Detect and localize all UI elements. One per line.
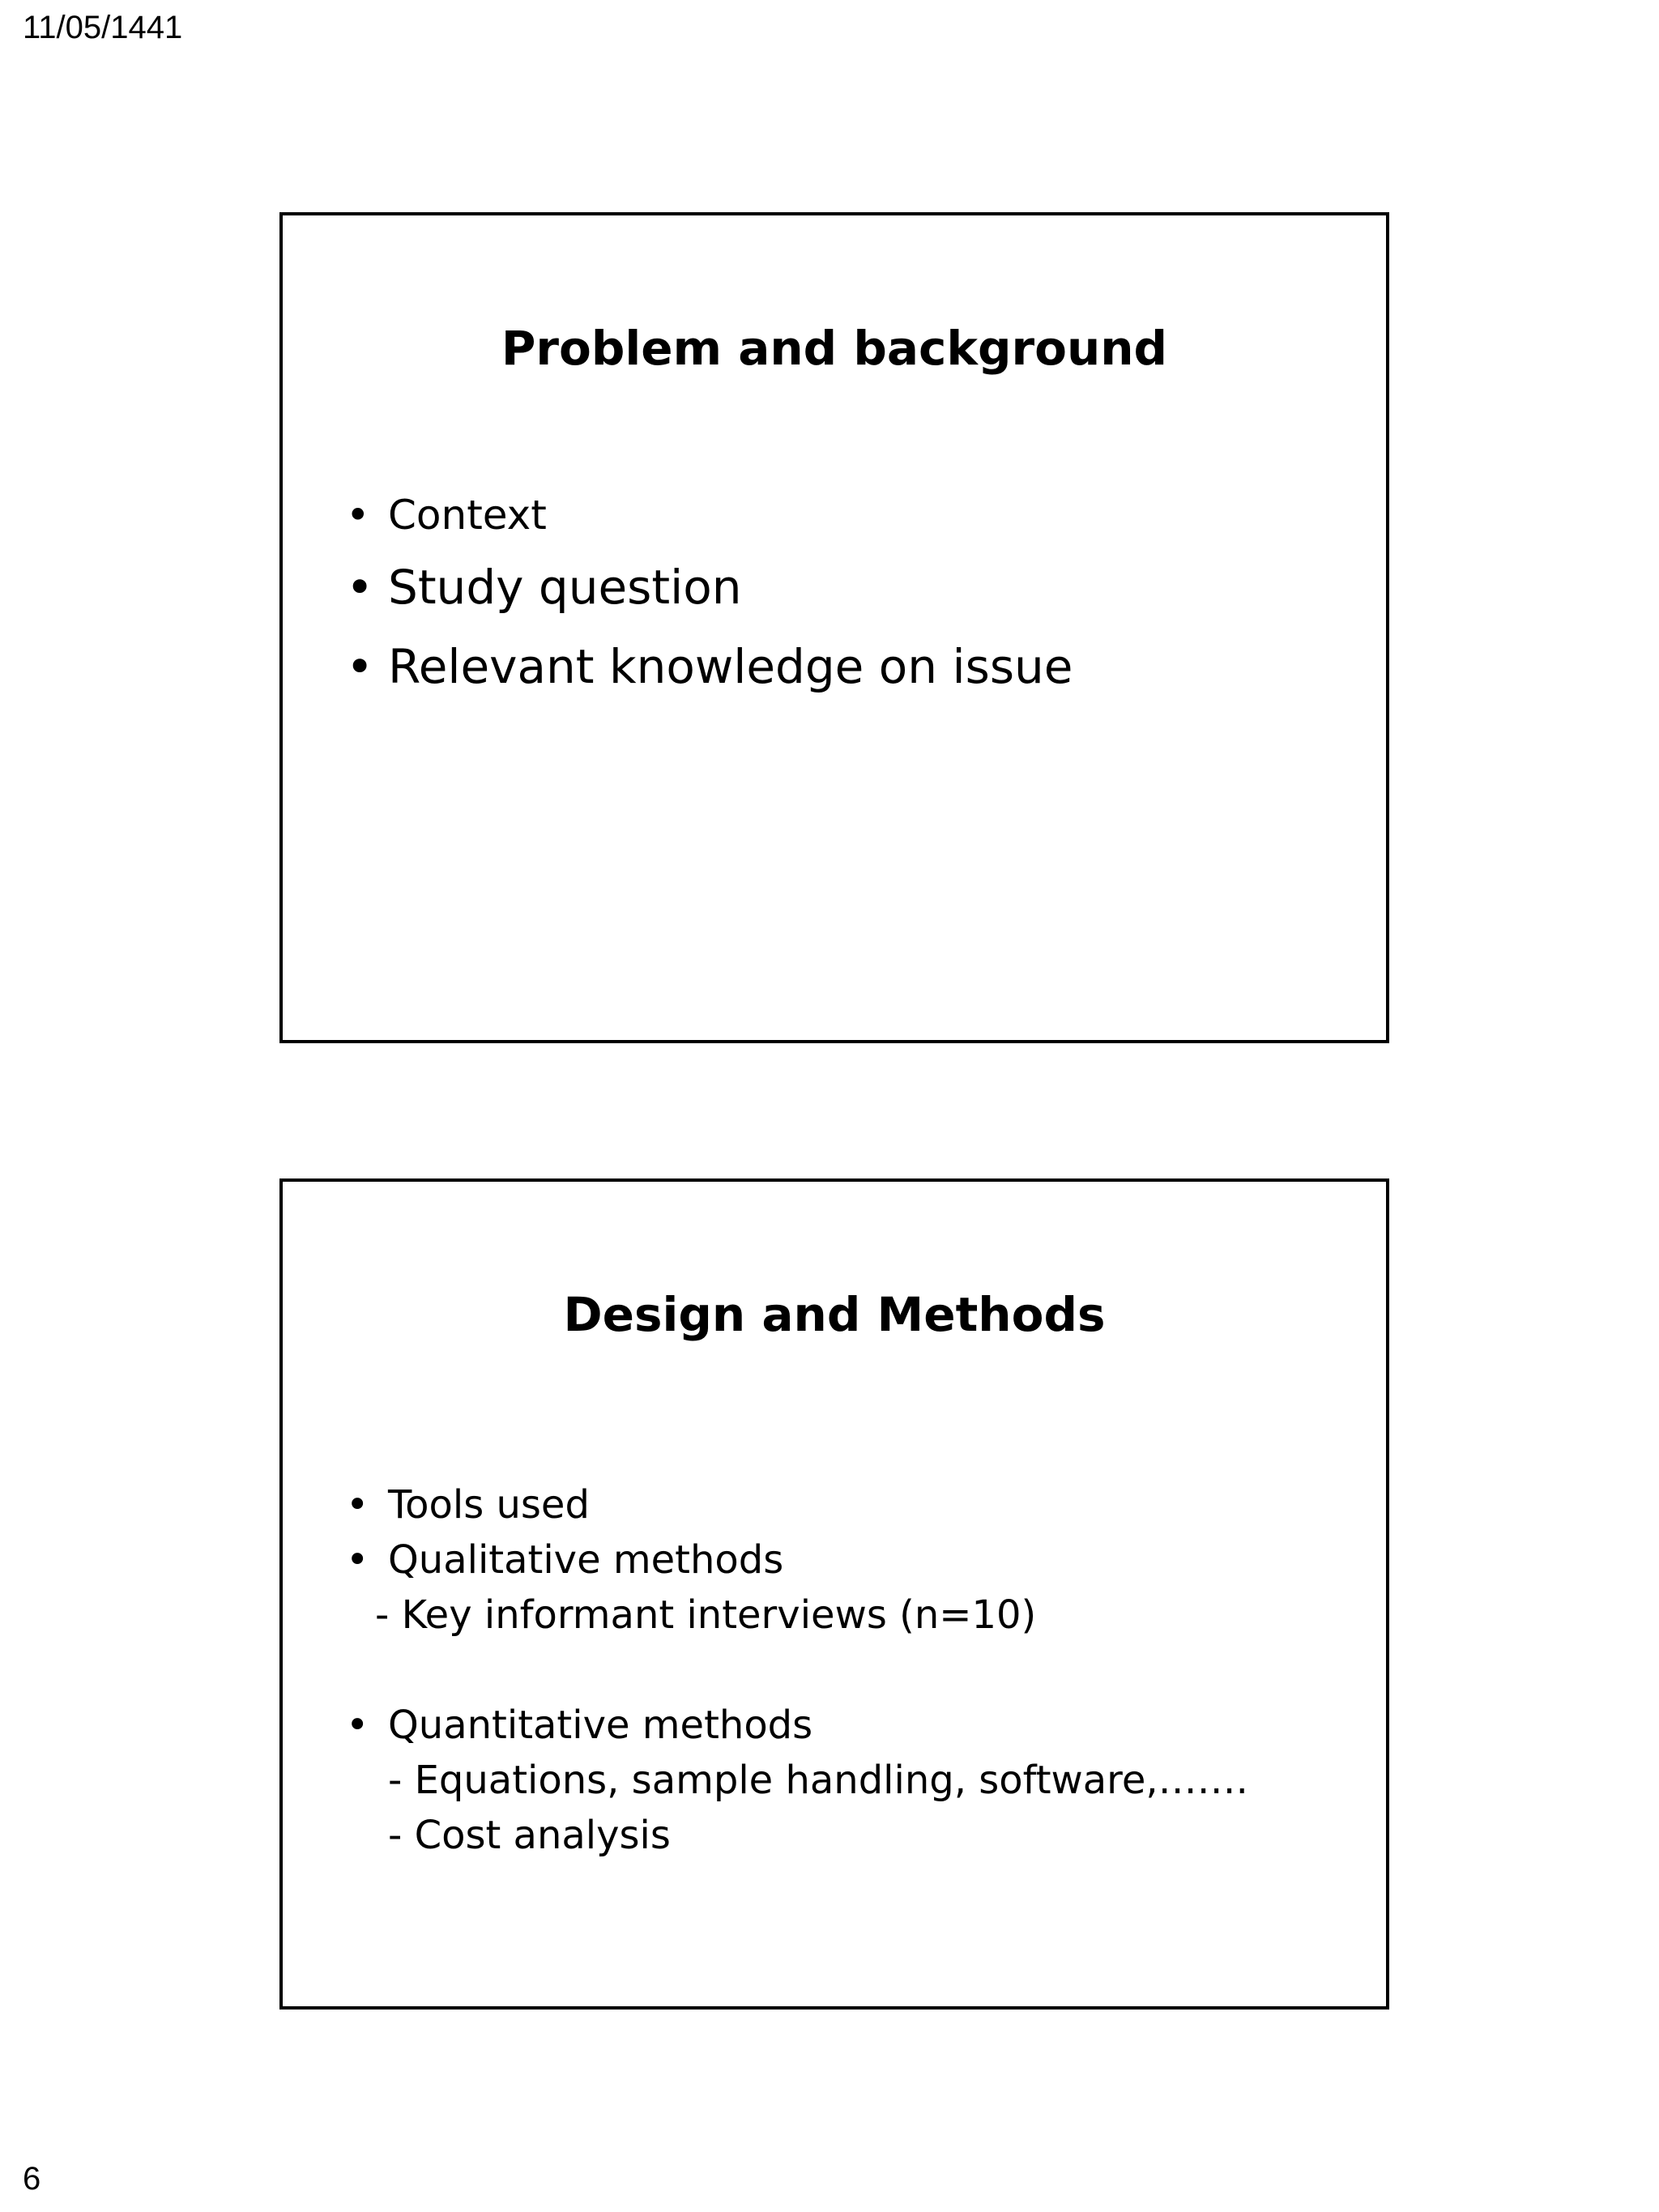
bullet-item: [346, 1698, 1248, 1863]
bullet-item: [346, 1532, 1248, 1643]
bullet-item: [346, 1477, 1248, 1532]
bullet-item: [346, 483, 1073, 548]
header-date: 11/05/1441: [23, 10, 183, 45]
bullet-text: Quantitative methods: [388, 1703, 813, 1748]
bullet-text: Relevant knowledge on issue: [388, 639, 1073, 694]
bullet-text: Context: [388, 492, 547, 539]
sub-bullet-text: - Equations, sample handling, software,…….: [388, 1758, 1248, 1803]
bullet-text: Tools used: [388, 1482, 590, 1528]
bullet-list: [346, 1477, 1248, 1863]
bullet-icon: •: [346, 1703, 369, 1748]
bullet-item: [346, 627, 1073, 706]
bullet-list: [346, 483, 1073, 706]
bullet-icon: •: [346, 1482, 369, 1528]
slide-design-methods: [279, 1178, 1389, 2010]
page-number: 6: [23, 2161, 41, 2197]
bullet-icon: •: [346, 1537, 369, 1583]
bullet-icon: •: [346, 639, 374, 694]
sub-bullet-text: - Key informant interviews (n=10): [375, 1592, 1037, 1638]
bullet-item: [346, 548, 1073, 627]
bullet-text: Qualitative methods: [388, 1537, 784, 1583]
sub-bullet-text: - Cost analysis: [388, 1813, 671, 1858]
bullet-text: Study question: [388, 560, 742, 615]
bullet-icon: •: [346, 560, 374, 615]
slide-title: Problem and background: [501, 321, 1168, 376]
spacer: [346, 1643, 1248, 1698]
slide-title: Design and Methods: [563, 1287, 1106, 1342]
bullet-icon: •: [346, 492, 370, 539]
slide-problem-background: [279, 212, 1389, 1043]
